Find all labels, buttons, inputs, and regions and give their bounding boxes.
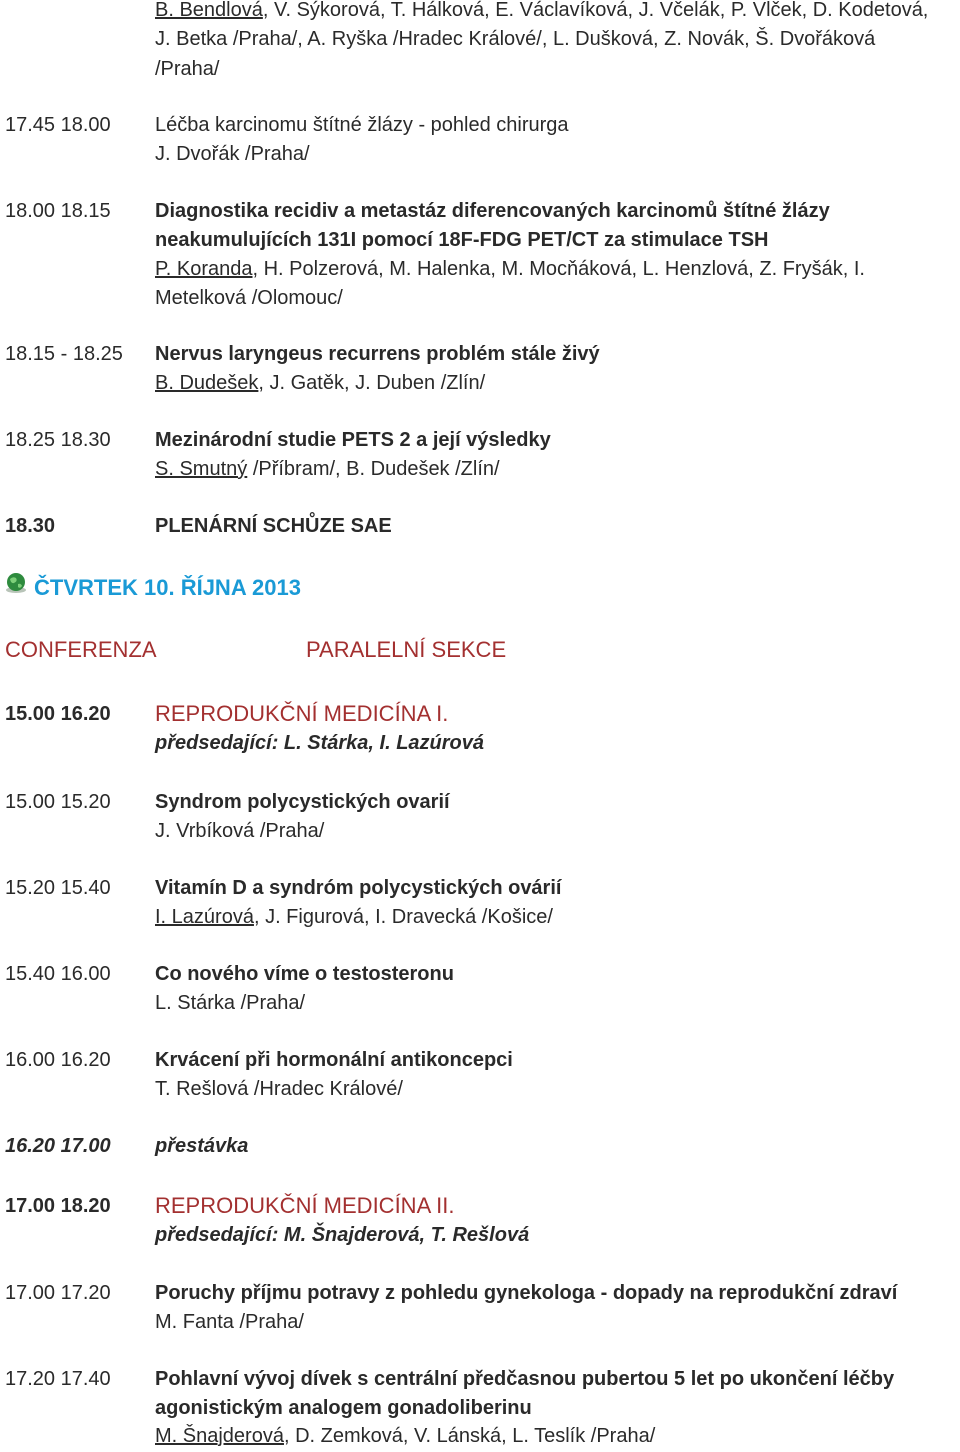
talk-title-cont: neakumulujících 131I pomocí 18F-FDG PET/CT za stimulace TSH	[155, 229, 769, 251]
talk-authors: J. Vrbíková /Praha/	[155, 820, 325, 842]
globe-icon	[4, 572, 28, 602]
talk-title: Pohlavní vývoj dívek s centrální předčasnou pubertou 5 let po ukončení léčby	[155, 1368, 895, 1390]
room-conferenza: CONFERENZA	[5, 637, 157, 662]
block-chairs: předsedající: L. Stárka, I. Lazúrová	[155, 732, 485, 754]
talk-authors: M. Fanta /Praha/	[155, 1311, 304, 1333]
day-heading: ČTVRTEK 10. ŘÍJNA 2013	[34, 575, 301, 600]
room-parallel: PARALELNÍ SEKCE	[306, 637, 507, 662]
talk-time: 17.00 17.20	[5, 1282, 111, 1304]
session-time: 18.15 - 18.25	[5, 343, 123, 365]
talk-title: Poruchy příjmu potravy z pohledu gynekologa - dopady na reprodukční zdraví	[155, 1282, 898, 1304]
presenting-author: B. Bendlová	[155, 0, 263, 21]
talk-title: Krvácení při hormonální antikoncepci	[155, 1049, 513, 1071]
break-label: přestávka	[155, 1135, 249, 1157]
talk-authors: S. Smutný /Příbram/, B. Dudešek /Zlín/	[155, 458, 500, 480]
session-time: 18.00 18.15	[5, 200, 111, 222]
talk-title: Syndrom polycystických ovarií	[155, 791, 450, 813]
talk-time: 16.00 16.20	[5, 1049, 111, 1071]
talk-time: 15.20 15.40	[5, 877, 111, 899]
talk-title: Nervus laryngeus recurrens problém stále živý	[155, 343, 600, 365]
talk-title: Léčba karcinomu štítné žlázy - pohled chirurga	[155, 114, 569, 136]
talk-authors: T. Rešlová /Hradec Králové/	[155, 1078, 403, 1100]
talk-authors: P. Koranda, H. Polzerová, M. Halenka, M. Mocňáková, L. Henzlová, Z. Fryšák, I.	[155, 258, 865, 280]
talk-time: 15.40 16.00	[5, 963, 111, 985]
block-time: 17.00 18.20	[5, 1195, 111, 1217]
session-title: PLENÁRNÍ SCHŮZE SAE	[155, 515, 392, 537]
block-time: 15.00 16.20	[5, 703, 111, 725]
block-title: REPRODUKČNÍ MEDICÍNA I.	[155, 701, 449, 726]
talk-title: Diagnostika recidiv a metastáz diferencovaných karcinomů štítné žlázy	[155, 200, 830, 222]
talk-authors-cont: Metelková /Olomouc/	[155, 287, 343, 309]
authors-line-1: B. Bendlová, V. Sýkorová, T. Hálková, E. Václavíková, J. Včelák, P. Vlček, D. Kodetová,	[155, 0, 929, 21]
block-title: REPRODUKČNÍ MEDICÍNA II.	[155, 1193, 455, 1218]
block-chairs: předsedající: M. Šnajderová, T. Rešlová	[155, 1224, 530, 1246]
talk-authors: I. Lazúrová, J. Figurová, I. Dravecká /Košice/	[155, 906, 553, 928]
talk-authors: B. Dudešek, J. Gatěk, J. Duben /Zlín/	[155, 372, 486, 394]
session-time: 18.25 18.30	[5, 429, 111, 451]
talk-title-cont: agonistickým analogem gonadoliberinu	[155, 1397, 532, 1419]
authors-line-3: /Praha/	[155, 58, 220, 80]
talk-authors: L. Stárka /Praha/	[155, 992, 306, 1014]
talk-title: Co nového víme o testosteronu	[155, 963, 454, 985]
break-time: 16.20 17.00	[5, 1135, 111, 1157]
talk-title: Vitamín D a syndróm polycystických ovárií	[155, 877, 562, 899]
session-time: 17.45 18.00	[5, 114, 111, 136]
session-time: 18.30	[5, 515, 56, 537]
talk-time: 15.00 15.20	[5, 791, 111, 813]
authors-line-2: J. Betka /Praha/, A. Ryška /Hradec Králové/, L. Dušková, Z. Novák, Š. Dvořáková	[155, 28, 876, 50]
talk-time: 17.20 17.40	[5, 1368, 111, 1390]
talk-authors: M. Šnajderová, D. Zemková, V. Lánská, L. Teslík /Praha/	[155, 1425, 656, 1447]
talk-title: Mezinárodní studie PETS 2 a její výsledky	[155, 429, 551, 451]
talk-authors: J. Dvořák /Praha/	[155, 143, 310, 165]
